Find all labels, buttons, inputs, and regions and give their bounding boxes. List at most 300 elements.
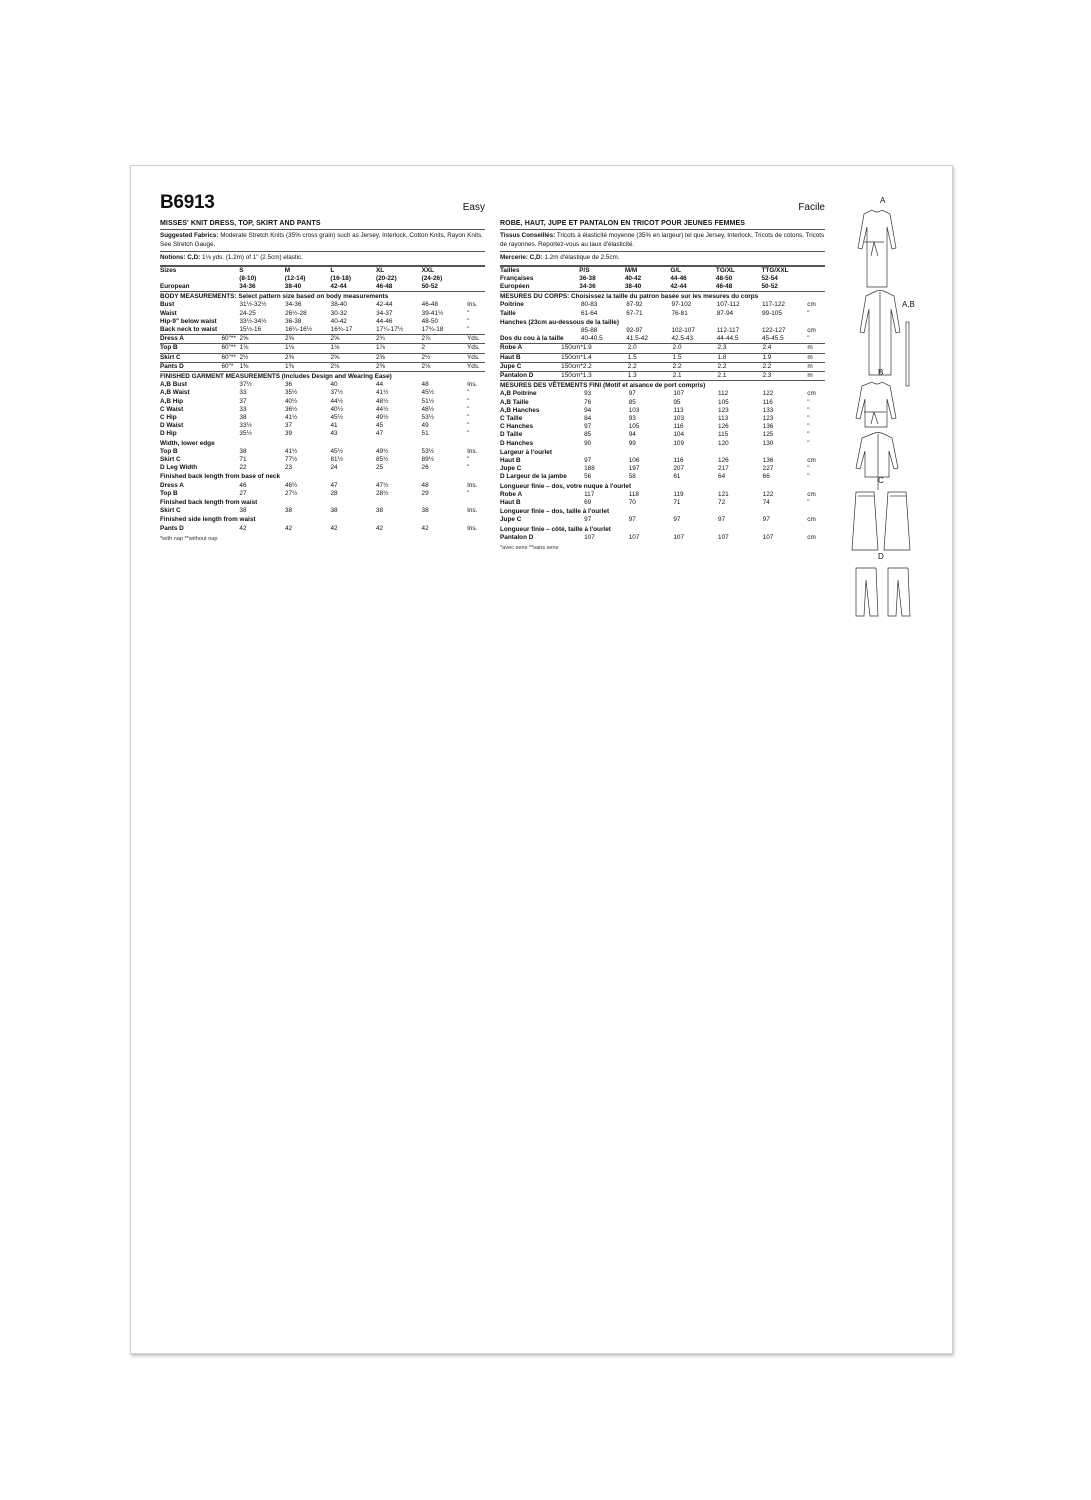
row-value: 17¾-18 xyxy=(421,325,444,333)
row-value: 41½ xyxy=(284,413,298,421)
row-unit: " xyxy=(807,423,810,431)
row-value: 97 xyxy=(584,423,592,431)
sizes-us-label xyxy=(160,275,222,283)
row-label: D Hanches xyxy=(500,439,534,447)
yardage-value: 1.8 xyxy=(718,353,763,362)
yardage-row xyxy=(500,371,825,380)
measurement-row xyxy=(500,390,825,398)
row-value: 217 xyxy=(718,465,729,473)
section-heading-text: BODY MEASUREMENTS: Select pattern size based on body measurements xyxy=(160,292,485,302)
row-value: 33 xyxy=(239,405,247,413)
row-value: 35½ xyxy=(239,430,252,438)
row-value: 116 xyxy=(673,456,684,464)
size-table xyxy=(160,266,485,292)
row-unit: cm xyxy=(807,301,816,309)
size-us-value: 36-38 xyxy=(579,274,596,282)
row-label: A,B Bust xyxy=(160,381,187,389)
row-value: 105 xyxy=(718,398,729,406)
fabrics-text: Moderate Stretch Knits (35% cross grain) such as Jersey, Interlock, Cotton Knits, Rayon Knits. See Stretch Gauge. xyxy=(160,232,483,248)
row-value: 22 xyxy=(239,464,247,472)
size-us-value: (12-14) xyxy=(284,274,306,282)
row-value: 61 xyxy=(673,473,681,481)
row-label: A,B Hip xyxy=(160,397,184,405)
yardage-value: 2.3 xyxy=(718,344,763,353)
row-value: 97 xyxy=(584,516,592,524)
footnote: *with nap **without nap xyxy=(160,535,218,542)
row-value: 105 xyxy=(628,423,640,431)
yardage-value: 2.4 xyxy=(762,344,807,353)
row-value: 48-50 xyxy=(421,317,439,325)
yardage-value: 2⅝ xyxy=(285,353,331,362)
row-label: Dress A xyxy=(160,481,184,489)
sketch-label-d: D xyxy=(878,552,884,561)
row-value: 42 xyxy=(239,524,247,532)
row-unit: " xyxy=(807,439,810,447)
fabric-width xyxy=(222,482,240,490)
yardage-value: 2.3 xyxy=(762,371,807,380)
measurement-row xyxy=(160,414,485,422)
size-value: G/L xyxy=(670,266,716,275)
row-value: 53½ xyxy=(421,447,434,455)
row-value: 133 xyxy=(762,406,774,414)
fabric-width xyxy=(567,457,584,465)
row-value: 107 xyxy=(673,533,685,541)
yardage-value: 1⅛ xyxy=(239,344,285,353)
european-value: 38-40 xyxy=(624,282,642,290)
row-label: Haut B xyxy=(500,456,521,464)
row-label: D Hip xyxy=(160,430,177,438)
yardage-value: 2⅝ xyxy=(376,353,422,362)
subsection-heading-text: Finished back length from waist xyxy=(160,498,258,506)
european-value: 42-44 xyxy=(670,282,687,290)
row-label: A,B Poitrine xyxy=(500,390,537,398)
subsection-heading-text: Finished back length from base of neck xyxy=(160,473,281,481)
spacer xyxy=(222,266,240,275)
european-label: Européen xyxy=(500,282,530,290)
row-label: Jupe C xyxy=(500,516,522,524)
skirt-c-drawings xyxy=(852,492,910,550)
fabric-width: 150cm* xyxy=(561,344,583,352)
measurement-row xyxy=(160,389,485,397)
row-value: 45 xyxy=(376,422,384,430)
fabric-width xyxy=(564,301,581,309)
size-value: M xyxy=(285,266,331,275)
row-value: 64 xyxy=(718,473,726,481)
row-value: 85-88 xyxy=(581,326,598,334)
row-value: 84 xyxy=(584,414,592,422)
row-value: 38-40 xyxy=(330,301,347,309)
fabric-width xyxy=(222,430,240,438)
row-value: 46½ xyxy=(284,481,298,489)
european-label: European xyxy=(160,282,190,290)
yardage-value: 2⅛ xyxy=(422,362,468,371)
row-value: 66 xyxy=(762,473,770,481)
row-label: Back neck to waist xyxy=(160,325,218,333)
row-label: Dos du cou à la taille xyxy=(500,335,564,343)
finished-measurements-table xyxy=(160,371,485,533)
european-value: 34-36 xyxy=(239,282,256,290)
yardage-value: 2.1 xyxy=(718,371,763,380)
row-label: Hip-9" below waist xyxy=(160,317,217,325)
size-value: L xyxy=(330,266,376,275)
size-value: S xyxy=(239,266,285,275)
section-heading xyxy=(160,371,485,381)
pattern-sheet xyxy=(130,165,953,1354)
yardage-value: 2⅞ xyxy=(422,335,468,344)
row-value: 44½ xyxy=(330,397,343,405)
row-value: 35½ xyxy=(284,389,298,397)
row-unit: " xyxy=(807,398,810,406)
measurement-row xyxy=(500,473,825,481)
row-value: 81½ xyxy=(330,455,343,463)
fabric-width xyxy=(567,415,584,423)
row-value: 42.5-43 xyxy=(671,335,694,343)
row-unit: " xyxy=(467,309,470,317)
size-row xyxy=(160,266,485,275)
row-value: 122-127 xyxy=(761,326,786,334)
fabric-width: 60"** xyxy=(222,353,240,362)
fabric-width xyxy=(564,310,581,318)
top-b-back-drawing xyxy=(856,433,898,491)
row-value: 104 xyxy=(673,431,685,439)
garment-label: Jupe C xyxy=(500,362,561,371)
suggested-fabrics-fr xyxy=(500,230,825,252)
row-value: 49½ xyxy=(376,413,389,421)
body-measurements-table xyxy=(160,291,485,334)
subsection-heading xyxy=(500,482,825,491)
measurement-row xyxy=(500,499,825,507)
measurement-row xyxy=(500,407,825,415)
suggested-fabrics xyxy=(160,230,485,252)
row-value: 76-81 xyxy=(671,309,688,317)
yardage-unit: m xyxy=(807,353,825,362)
yardage-value: 2.1 xyxy=(673,371,718,380)
subsection-heading-text: Width, lower edge xyxy=(160,439,215,447)
garment-label: Dress A xyxy=(160,335,222,344)
yardage-value: 1⅛ xyxy=(330,344,376,353)
row-value: 92-97 xyxy=(626,326,643,334)
row-unit: " xyxy=(467,430,470,438)
fabric-width xyxy=(567,407,584,415)
measurement-row xyxy=(500,327,825,335)
row-value: 71 xyxy=(239,455,247,463)
size-value: P/S xyxy=(579,266,625,275)
subsection-heading-text: Longueur finie – dos, votre nuque à l'ourlet xyxy=(500,482,632,490)
notions-text-fr: 1.2m d'élastique de 2.5cm. xyxy=(544,254,620,261)
size-row xyxy=(500,266,825,275)
row-value: 27½ xyxy=(284,489,298,497)
row-value: 41½ xyxy=(284,447,298,455)
european-value: 50-52 xyxy=(421,282,438,290)
row-value: 121 xyxy=(718,490,729,498)
yardage-unit: Yds. xyxy=(467,344,485,353)
row-unit: " xyxy=(467,489,470,497)
row-value: 37½ xyxy=(330,389,343,397)
row-value: 34-37 xyxy=(376,309,393,317)
row-value: 85½ xyxy=(376,455,389,463)
fabric-width xyxy=(222,318,240,326)
row-value: 93 xyxy=(628,414,636,422)
row-value: 41 xyxy=(330,422,338,430)
row-label: D Leg Width xyxy=(160,464,198,472)
row-value: 119 xyxy=(673,490,684,498)
section-heading-text: MESURES DES VÊTEMENTS FINI (Motif et aisance de port compris) xyxy=(500,381,825,391)
row-value: 49½ xyxy=(376,447,389,455)
row-unit: Ins. xyxy=(467,507,478,515)
row-value: 85 xyxy=(628,398,636,406)
row-unit: " xyxy=(807,406,810,414)
row-unit: " xyxy=(467,422,470,430)
sizes-us-label: Françaises xyxy=(500,274,534,282)
row-value: 42 xyxy=(330,524,338,532)
subsection-heading xyxy=(160,472,485,481)
fabric-width xyxy=(222,381,240,389)
subsection-heading-text: Largeur à l'ourlet xyxy=(500,448,552,456)
garment-line-drawings xyxy=(844,200,944,620)
row-value: 97 xyxy=(718,516,726,524)
row-label: Jupe C xyxy=(500,465,522,473)
row-value: 29 xyxy=(421,489,429,497)
row-label: Top B xyxy=(160,447,178,455)
row-value: 53½ xyxy=(421,413,434,421)
fabric-width xyxy=(222,448,240,456)
yardage-row xyxy=(500,362,825,371)
fabric-width xyxy=(567,491,584,499)
english-header xyxy=(160,192,485,218)
fabric-width: 60"** xyxy=(222,344,240,353)
yardage-value: 2⅛ xyxy=(330,362,376,371)
row-value: 70 xyxy=(628,498,636,506)
yardage-value: 2⅝ xyxy=(285,335,331,344)
row-value: 107 xyxy=(628,533,640,541)
row-value: 107 xyxy=(762,533,774,541)
tie-strip-drawing xyxy=(906,322,909,386)
yardage-value: 2.2 xyxy=(718,362,763,371)
row-label: Poitrine xyxy=(500,301,524,309)
yardage-unit: m xyxy=(807,371,825,380)
yardage-row xyxy=(500,344,825,353)
row-value: 72 xyxy=(718,498,726,506)
row-label: Skirt C xyxy=(160,507,181,515)
row-value: 197 xyxy=(628,465,640,473)
row-value: 25 xyxy=(376,464,384,472)
measurement-row xyxy=(500,440,825,448)
size-value: XL xyxy=(376,266,422,275)
row-unit: " xyxy=(467,413,470,421)
measurement-row xyxy=(160,301,485,309)
spacer xyxy=(562,275,580,283)
row-value: 89½ xyxy=(421,455,434,463)
fabric-width xyxy=(567,516,584,524)
row-unit: " xyxy=(467,464,470,472)
yardage-table xyxy=(160,334,485,371)
fabric-width xyxy=(222,389,240,397)
row-value: 97 xyxy=(584,456,592,464)
subsection-heading xyxy=(500,448,825,457)
row-value: 97 xyxy=(628,516,636,524)
row-value: 39-41½ xyxy=(421,309,444,317)
row-value: 74 xyxy=(762,498,770,506)
fabric-width: 60"* xyxy=(222,362,240,371)
row-value: 76 xyxy=(584,398,592,406)
row-value: 118 xyxy=(628,490,639,498)
row-value: 34-36 xyxy=(285,301,302,309)
measurement-row xyxy=(160,507,485,515)
sizes-label: Tailles xyxy=(500,266,562,275)
finished-measurements-table-fr xyxy=(500,380,825,542)
row-value: 42-44 xyxy=(376,301,393,309)
measurement-row xyxy=(160,482,485,490)
row-value: 36 xyxy=(284,381,293,389)
row-unit: Ins. xyxy=(467,447,478,455)
row-value: 117-122 xyxy=(761,301,785,309)
row-value: 24 xyxy=(330,464,338,472)
yardage-row xyxy=(160,335,485,344)
fabric-width xyxy=(567,473,584,481)
row-value: 125 xyxy=(762,431,774,439)
row-value: 109 xyxy=(673,439,685,447)
row-value: 85 xyxy=(584,431,592,439)
measurement-row xyxy=(160,406,485,414)
row-value: 40½ xyxy=(284,397,298,405)
row-value: 107 xyxy=(584,533,595,541)
row-value: 49 xyxy=(421,422,429,430)
row-value: 15½-16 xyxy=(239,325,262,333)
european-value: 34-36 xyxy=(579,282,596,290)
yardage-value: 2.0 xyxy=(628,344,673,353)
row-value: 227 xyxy=(762,465,774,473)
fabric-width xyxy=(222,525,240,533)
row-unit: cm xyxy=(807,456,816,464)
section-heading xyxy=(160,292,485,302)
yardage-value: 2.0 xyxy=(673,344,718,353)
row-value: 188 xyxy=(584,465,595,473)
yardage-value: 2⅝ xyxy=(330,353,376,362)
row-value: 116 xyxy=(673,423,684,431)
yardage-value: 1.3 xyxy=(628,371,673,380)
row-value: 45-45.5 xyxy=(761,335,784,343)
pattern-title-fr: ROBE, HAUT, JUPE ET PANTALON EN TRICOT POUR JEUNES FEMMES xyxy=(500,218,825,230)
spacer xyxy=(467,283,485,291)
row-value: 47½ xyxy=(376,481,389,489)
difficulty-level: Easy xyxy=(462,202,485,213)
row-value: 102-107 xyxy=(671,326,695,334)
pattern-title: MISSES' KNIT DRESS, TOP, SKIRT AND PANTS xyxy=(160,218,485,230)
row-label: Haut B xyxy=(500,498,521,506)
fabric-width xyxy=(567,399,584,407)
row-value: 94 xyxy=(628,431,636,439)
row-value: 36-38 xyxy=(285,317,302,325)
subsection-heading-text: Finished side length from waist xyxy=(160,516,256,524)
row-value: 99-105 xyxy=(761,309,782,317)
spacer xyxy=(222,283,240,291)
row-value: 113 xyxy=(718,414,729,422)
fabric-width xyxy=(222,310,240,318)
yardage-unit: Yds. xyxy=(467,335,485,344)
row-unit: " xyxy=(807,473,810,481)
row-value: 24-25 xyxy=(239,309,256,317)
size-european-row xyxy=(160,283,485,291)
yardage-value: 1⅜ xyxy=(285,362,331,371)
row-label: Robe A xyxy=(500,490,523,498)
fabrics-label: Suggested Fabrics: xyxy=(160,232,219,239)
row-value: 97 xyxy=(762,516,770,524)
fabric-width xyxy=(222,301,240,309)
row-value: 51½ xyxy=(421,397,434,405)
row-value: 122 xyxy=(762,490,774,498)
subsection-heading xyxy=(160,498,485,507)
fabric-width xyxy=(222,414,240,422)
yardage-value: 1.9 xyxy=(762,353,807,362)
row-value: 123 xyxy=(762,414,774,422)
european-value: 42-44 xyxy=(330,282,347,290)
dress-a-back-drawing xyxy=(860,291,900,376)
row-label: D Waist xyxy=(160,422,184,430)
row-label: Top B xyxy=(160,489,178,497)
row-value: 23 xyxy=(284,464,293,472)
yardage-unit: Yds. xyxy=(467,353,485,362)
row-value: 107-112 xyxy=(716,301,740,309)
row-value: 97 xyxy=(673,516,681,524)
fabric-width xyxy=(222,490,240,498)
measurement-row xyxy=(500,310,825,318)
size-us-value: (24-26) xyxy=(421,274,443,282)
row-value: 16¾-17 xyxy=(330,325,353,333)
row-value: 107 xyxy=(673,390,685,398)
row-unit: cm xyxy=(807,390,816,398)
row-unit: " xyxy=(807,414,810,422)
row-unit: cm xyxy=(807,490,816,498)
size-value: TG/XL xyxy=(716,266,762,275)
row-label xyxy=(500,327,564,335)
spacer xyxy=(807,266,825,275)
row-value: 95 xyxy=(673,398,681,406)
yardage-value: 2¾ xyxy=(376,335,422,344)
measurement-row xyxy=(160,490,485,498)
yardage-row xyxy=(500,353,825,362)
row-value: 40½ xyxy=(330,405,343,413)
row-value: 94 xyxy=(584,406,592,414)
row-value: 45½ xyxy=(330,413,343,421)
subsection-heading-text: Longueur finie – dos, taille à l'ourlet xyxy=(500,508,610,516)
yardage-value: 2.2 xyxy=(673,362,718,371)
row-value: 44-46 xyxy=(376,317,393,325)
row-value: 44-44.5 xyxy=(716,335,739,343)
measurement-row xyxy=(500,399,825,407)
yardage-value: 2 xyxy=(422,344,468,353)
fabric-width xyxy=(567,423,584,431)
subsection-heading xyxy=(500,507,825,516)
row-label: Pants D xyxy=(160,524,184,532)
row-value: 38 xyxy=(421,507,429,515)
subsection-heading-text: Hanches (23cm au-dessous de la taille) xyxy=(500,318,619,326)
measurement-row xyxy=(500,534,825,542)
measurement-row xyxy=(500,431,825,439)
row-label: D Taille xyxy=(500,431,523,439)
measurement-row xyxy=(500,415,825,423)
row-value: 97 xyxy=(628,390,636,398)
row-value: 122 xyxy=(762,390,774,398)
row-label: C Hip xyxy=(160,413,177,421)
measurement-row xyxy=(160,430,485,438)
row-value: 46-48 xyxy=(421,301,439,309)
measurement-row xyxy=(160,525,485,533)
fabric-width xyxy=(222,464,240,472)
row-value: 112-117 xyxy=(716,326,740,334)
garment-label: Pantalon D xyxy=(500,371,561,380)
measurement-row xyxy=(500,491,825,499)
size-us-row xyxy=(500,275,825,283)
